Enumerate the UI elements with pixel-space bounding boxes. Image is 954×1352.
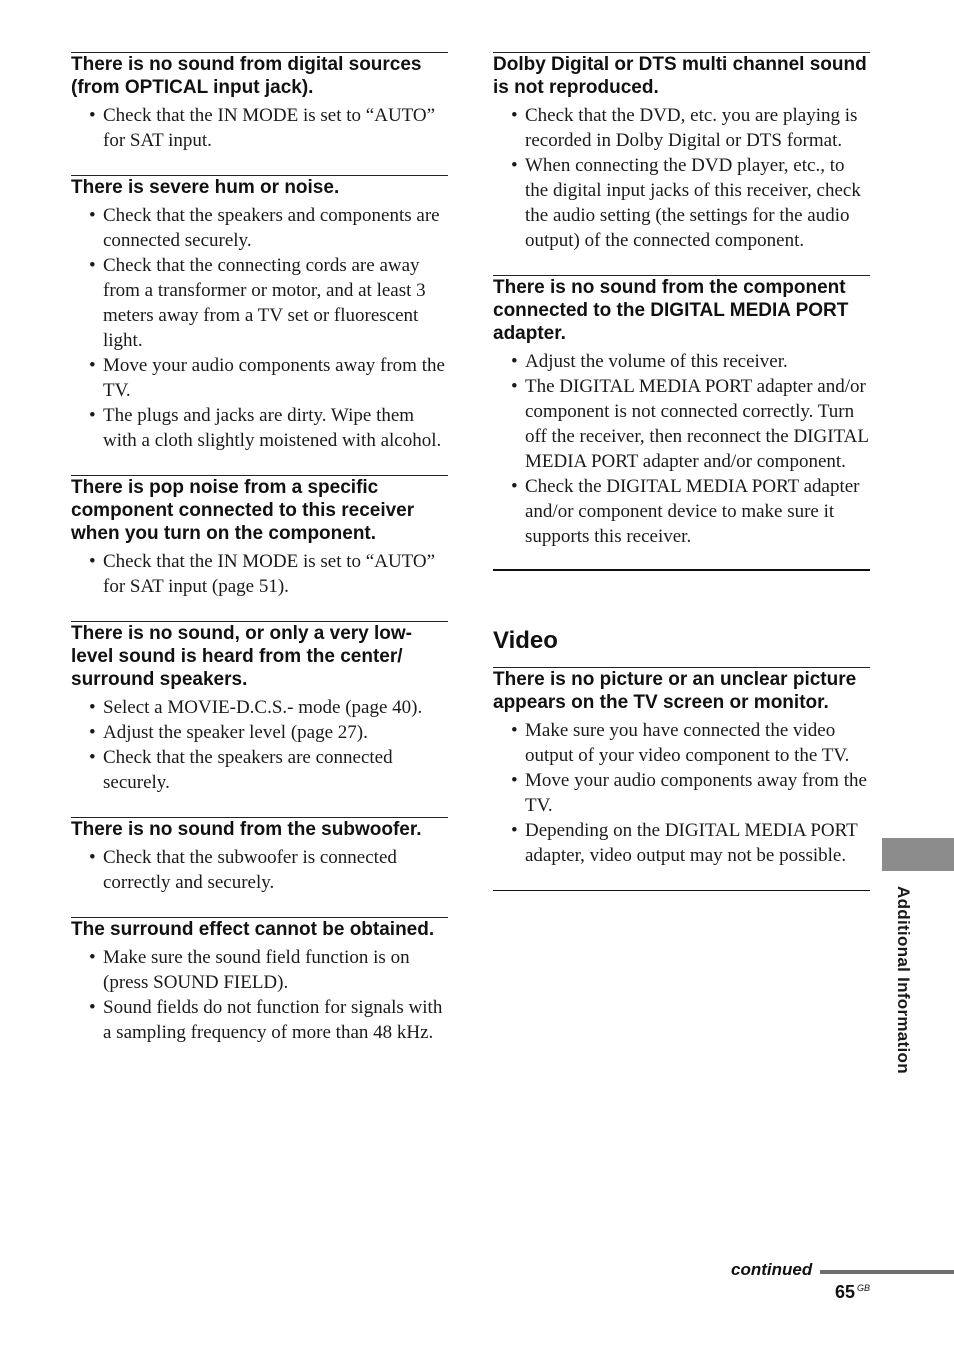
bullet-item: • Check that the IN MODE is set to “AUTO” for SAT input. (71, 103, 448, 153)
chapter-tab-label: Additional Information (894, 886, 913, 1074)
bullet-list (493, 103, 870, 253)
bullet-item: • Move your audio components away from the TV. (493, 768, 870, 818)
bullet-item: • Check that the speakers are connected securely. (71, 745, 448, 795)
section-heading: There is no picture or an unclear picture appears on the TV screen or monitor. (493, 669, 857, 713)
bullet-list (493, 349, 870, 549)
bullet-item: • Make sure you have connected the video output of your video component to the TV. (493, 718, 870, 768)
section-heading: The surround effect cannot be obtained. (71, 919, 435, 940)
bullet-list (71, 695, 448, 795)
troubleshoot-section (71, 475, 448, 599)
section-divider (493, 569, 870, 571)
section-heading: There is no sound from the subwoofer. (71, 819, 422, 840)
section-heading: Dolby Digital or DTS multi channel sound is not reproduced. (493, 54, 867, 98)
troubleshoot-section (71, 917, 448, 1045)
bullet-list (71, 549, 448, 599)
bullet-item: • Sound fields do not function for signals with a sampling frequency of more than 48 kHz. (71, 995, 448, 1045)
bullet-item: • Select a MOVIE-D.C.S.- mode (page 40). (71, 695, 448, 720)
chapter-tab-marker (882, 838, 954, 871)
section-heading: There is severe hum or noise. (71, 177, 340, 198)
continued-label: continued (731, 1260, 813, 1279)
bullet-list (71, 103, 448, 153)
bullet-item: • Check that the IN MODE is set to “AUTO” for SAT input (page 51). (71, 549, 448, 599)
bullet-item: • Check that the subwoofer is connected correctly and securely. (71, 845, 448, 895)
section-heading: There is pop noise from a specific component connected to this receiver when you turn on the component. (71, 477, 415, 544)
troubleshoot-section (493, 275, 870, 549)
bullet-item: • Check the DIGITAL MEDIA PORT adapter and/or component device to make sure it supports this receiver. (493, 474, 870, 549)
bullet-list (71, 203, 448, 453)
bullet-item: • Check that the speakers and components are connected securely. (71, 203, 448, 253)
left-column (71, 52, 448, 1067)
bullet-item: • The plugs and jacks are dirty. Wipe them with a cloth slightly moistened with alcohol. (71, 403, 448, 453)
bullet-item: • Check that the DVD, etc. you are playing is recorded in Dolby Digital or DTS format. (493, 103, 870, 153)
page-number-value: 65 (835, 1282, 856, 1302)
bullet-item: • Depending on the DIGITAL MEDIA PORT adapter, video output may not be possible. (493, 818, 870, 868)
bullet-item: • Adjust the volume of this receiver. (493, 349, 870, 374)
section-heading: There is no sound from the component connected to the DIGITAL MEDIA PORT adapter. (493, 277, 849, 344)
troubleshoot-section (71, 621, 448, 795)
bullet-list (71, 845, 448, 895)
bullet-item: • Make sure the sound field function is on (press SOUND FIELD). (71, 945, 448, 995)
bullet-list (71, 945, 448, 1045)
troubleshoot-section (71, 52, 448, 153)
bullet-item: • The DIGITAL MEDIA PORT adapter and/or component is not connected correctly. Turn off the receiver, then reconnect the DIGITAL MEDIA PORT adapter and/or component. (493, 374, 870, 474)
troubleshoot-section (71, 817, 448, 895)
right-column (493, 52, 870, 891)
bullet-item: • When connecting the DVD player, etc., to the digital input jacks of this receiver, check the audio setting (the settings for the audio output) of the connected component. (493, 153, 870, 253)
troubleshoot-section (71, 175, 448, 453)
section-heading: There is no sound from digital sources (from OPTICAL input jack). (71, 54, 422, 98)
continued-bar (820, 1270, 954, 1274)
page-number (835, 1282, 870, 1303)
section-heading: There is no sound, or only a very low-level sound is heard from the center/ surround speakers. (71, 623, 413, 690)
bullet-item: • Move your audio components away from the TV. (71, 353, 448, 403)
bullet-list (493, 718, 870, 868)
bullet-item: • Check that the connecting cords are away from a transformer or motor, and at least 3 meters away from a TV set or fluorescent light. (71, 253, 448, 353)
video-section-title: Video (493, 627, 558, 654)
troubleshoot-section (493, 667, 870, 868)
troubleshoot-section (493, 52, 870, 253)
page-number-suffix: GB (857, 1283, 871, 1293)
bullet-item: • Adjust the speaker level (page 27). (71, 720, 448, 745)
section-divider (493, 890, 870, 891)
